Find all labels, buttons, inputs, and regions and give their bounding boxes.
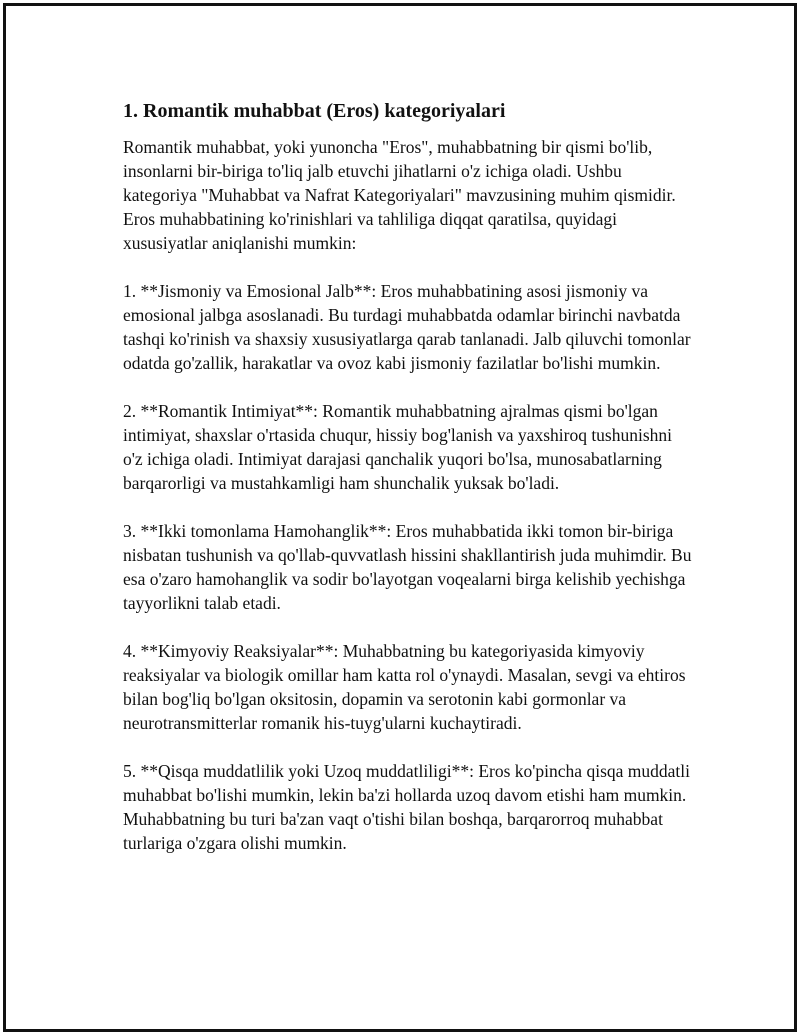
paragraph-item-1: 1. **Jismoniy va Emosional Jalb**: Eros muhabbatining asosi jismoniy va emosional jalbga asoslanadi. Bu turdagi muhabbatda odamlar birinchi navbatda tashqi ko'rinish va shaxsiy xususiyatlarga qarab tanlanadi. Jalb qiluvchi tomonlar odatda go'zallik, harakatlar va ovoz kabi jismoniy fazilatlar bo'lishi mumkin.: [123, 281, 691, 373]
document-title: 1. Romantik muhabbat (Eros) kategoriyalari: [123, 100, 506, 122]
paragraph-item-4: 4. **Kimyoviy Reaksiyalar**: Muhabbatning bu kategoriyasida kimyoviy reaksiyalar va biologik omillar ham katta rol o'ynaydi. Masalan, sevgi va ehtiros bilan bog'liq bo'lgan oksitosin, dopamin va serotonin kabi gormonlar va neurotransmitterlar romanik his-tuyg'ularni kuchaytiradi.: [123, 641, 686, 733]
paragraph-item-5: 5. **Qisqa muddatlilik yoki Uzoq muddatliligi**: Eros ko'pincha qisqa muddatli muhabbat bo'lishi mumkin, lekin ba'zi hollarda uzoq davom etishi ham mumkin. Muhabbatning bu turi ba'zan vaqt o'tishi bilan boshqa, barqarorroq muhabbat turlariga o'zgara olishi mumkin.: [123, 761, 690, 853]
paragraph-intro: Romantik muhabbat, yoki yunoncha "Eros", muhabbatning bir qismi bo'lib, insonlarni bir-biriga to'liq jalb etuvchi jihatlarni o'z ichiga oladi. Ushbu kategoriya "Muhabbat va Nafrat Kategoriyalari" mavzusining muhim qismidir. Eros muhabbatining ko'rinishlari va tahliliga diqqat qaratilsa, quyidagi xususiyatlar aniqlanishi mumkin:: [123, 137, 676, 253]
paragraph-item-2: 2. **Romantik Intimiyat**: Romantik muhabbatning ajralmas qismi bo'lgan intimiyat, shaxslar o'rtasida chuqur, hissiy bog'lanish va yaxshiroq tushunishni o'z ichiga oladi. Intimiyat darajasi qanchalik yuqori bo'lsa, munosabatlarning barqarorligi va mustahkamligi ham shunchalik yuksak bo'ladi.: [123, 401, 673, 493]
paragraph-item-3: 3. **Ikki tomonlama Hamohanglik**: Eros muhabbatida ikki tomon bir-biriga nisbatan tushunish va qo'llab-quvvatlash hissini shakllantirish juda muhimdir. Bu esa o'zaro hamohanglik va sodir bo'layotgan voqealarni birga kelishib yechishga tayyorlikni talab etadi.: [123, 521, 692, 613]
page-frame: [3, 3, 797, 1032]
document-body: [123, 98, 693, 879]
